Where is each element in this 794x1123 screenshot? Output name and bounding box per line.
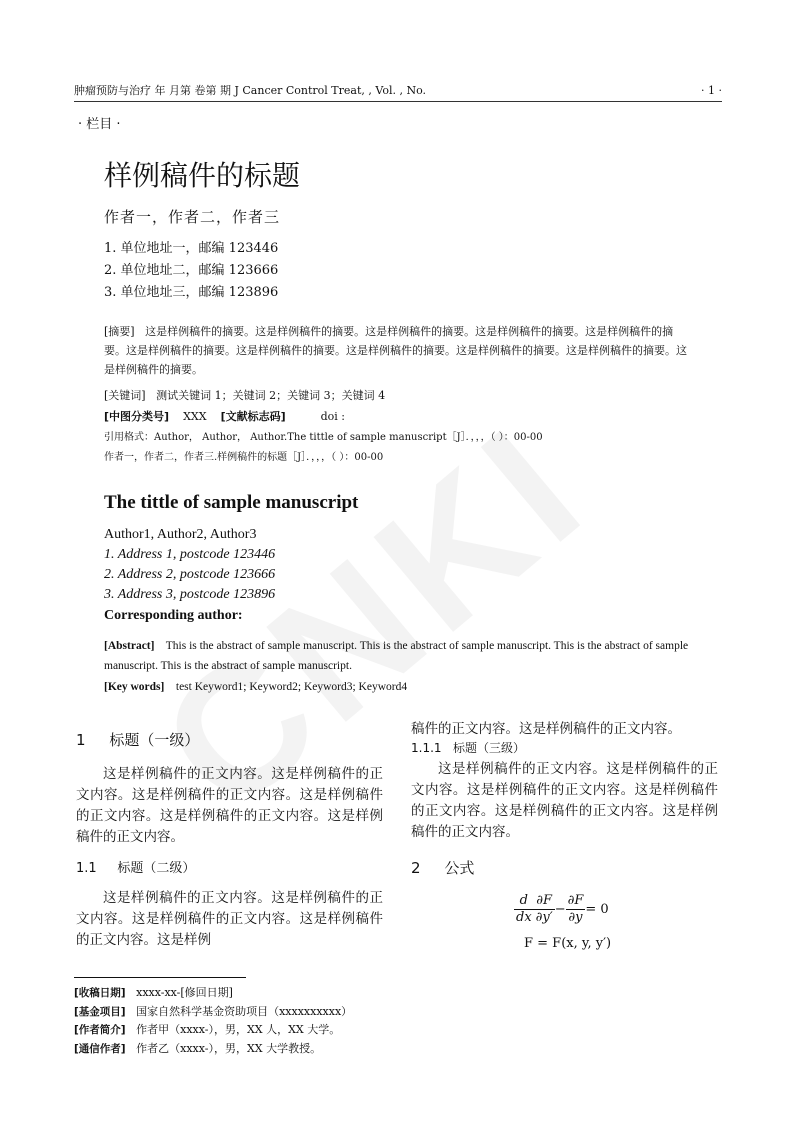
fraction-denominator: dx	[516, 910, 532, 925]
english-abstract-text: This is the abstract of sample manuscript. This is the abstract of sample manuscript. This is the abstract of sample manuscript. This is the abstract of sample manuscript.	[104, 640, 689, 672]
footnote-label: [基金项目]	[74, 1006, 126, 1018]
column-tag: · 栏目 ·	[78, 117, 121, 132]
citation-cn: 作者一，作者二，作者三.样例稿件的标题［J］．，，，（ ）：00-00	[104, 452, 384, 463]
footnote-received	[74, 986, 233, 1000]
footnote-text: xxxx-xx-[修回日期]	[136, 986, 233, 999]
english-address-3: 3. Address 3, postcode 123896	[104, 587, 276, 602]
english-address-2: 2. Address 2, postcode 123666	[104, 567, 276, 582]
english-keywords	[104, 679, 407, 695]
doi-label: doi :	[320, 410, 345, 423]
abstract-text: 这是样例稿件的摘要。这是样例稿件的摘要。这是样例稿件的摘要。这是样例稿件的摘要。这是样例稿件的摘要。这是样例稿件的摘要。这是样例稿件的摘要。这是样例稿件的摘要。这是样例稿件的摘要。这是样例稿件的摘要。这是样例稿件的摘要。	[104, 325, 687, 376]
paper-title: 样例稿件的标题	[104, 159, 301, 192]
section-1-1-1-title: 标题（三级）	[453, 741, 526, 755]
doc-code-label: [文献标志码]	[220, 410, 286, 423]
classification-label: [中图分类号]	[104, 410, 170, 423]
keywords-label: [关键词]	[104, 389, 146, 402]
fraction-numerator: ∂F	[567, 893, 584, 908]
section-1-1-1-heading	[411, 740, 525, 756]
section-1-paragraph: 这是样例稿件的正文内容。这是样例稿件的正文内容。这是样例稿件的正文内容。这是样例稿件的正文内容。这是样例稿件的正文内容。这是样例稿件的正文内容。	[76, 766, 383, 845]
footnote-author-bio	[74, 1023, 340, 1037]
section-2-title: 公式	[444, 859, 475, 877]
formula-euler-lagrange	[514, 893, 609, 926]
author-list: 作者一，作者二，作者三	[104, 208, 281, 226]
footnote-text: 国家自然科学基金资助项目（xxxxxxxxxx）	[136, 1005, 353, 1018]
keywords-cn	[104, 386, 694, 405]
section-1-1-continuation: 稿件的正文内容。这是样例稿件的正文内容。	[411, 721, 681, 737]
running-header: 肿瘤预防与治疗 年 月第 卷第 期 J Cancer Control Treat, , Vol. , No.	[74, 84, 426, 97]
abstract-label: [摘要]	[104, 325, 135, 338]
minus-sign: −	[554, 902, 566, 917]
footnote-label: [收稿日期]	[74, 987, 126, 999]
english-address-1: 1. Address 1, postcode 123446	[104, 547, 276, 562]
equals-zero: = 0	[585, 902, 609, 917]
fraction-denominator: ∂y′	[535, 910, 553, 925]
fraction-d-dx	[514, 893, 534, 926]
classification-line	[104, 407, 694, 426]
section-1-title: 标题（一级）	[109, 731, 200, 749]
footnote-label: [通信作者]	[74, 1043, 126, 1055]
section-1-1-1-number: 1.1.1	[411, 741, 442, 755]
english-keywords-text: test Keyword1; Keyword2; Keyword3; Keyword4	[175, 681, 408, 693]
footnote-funding	[74, 1005, 352, 1019]
footnote-label: [作者简介]	[74, 1024, 126, 1036]
section-1-1-paragraph: 这是样例稿件的正文内容。这是样例稿件的正文内容。这是样例稿件的正文内容。这是样例稿件的正文内容。这是样例	[76, 890, 383, 948]
section-2-heading	[411, 858, 474, 878]
address-1: 1. 单位地址一，邮编 123446	[104, 241, 279, 256]
english-title: The tittle of sample manuscript	[104, 492, 359, 513]
section-1-1-1-paragraph: 这是样例稿件的正文内容。这是样例稿件的正文内容。这是样例稿件的正文内容。这是样例稿件的正文内容。这是样例稿件的正文内容。这是样例稿件的正文内容。	[411, 761, 718, 840]
fraction-dF-dyprime	[534, 893, 555, 926]
fraction-dF-dy	[566, 893, 586, 926]
address-3: 3. 单位地址三，邮编 123896	[104, 285, 279, 300]
corresponding-author: Corresponding author:	[104, 608, 243, 623]
english-abstract-label: [Abstract]	[104, 640, 155, 652]
section-1-heading	[76, 730, 199, 750]
fraction-denominator: ∂y	[568, 910, 583, 925]
english-authors: Author1, Author2, Author3	[104, 527, 257, 542]
header-rule	[74, 101, 722, 102]
footnote-text: 作者乙（xxxx-），男，XX 大学教授。	[136, 1042, 322, 1055]
section-1-number: 1	[76, 731, 86, 749]
classification-value: XXX	[183, 410, 207, 423]
citation-en: 引用格式：Author， Author， Author.The tittle of sample manuscript［J］．，，，（ ）：00-00	[104, 432, 543, 443]
footnote-corresponding	[74, 1042, 321, 1056]
section-1-1-number: 1.1	[76, 861, 97, 876]
formula-functional: F = F(x, y, y′)	[524, 936, 612, 951]
section-1-1-heading	[76, 860, 195, 878]
footnote-text: 作者甲（xxxx-），男，XX 人，XX 大学。	[136, 1023, 341, 1036]
fraction-numerator: d	[514, 893, 534, 910]
keywords-text: 测试关键词 1；关键词 2；关键词 3；关键词 4	[156, 389, 386, 402]
section-2-number: 2	[411, 859, 421, 877]
english-abstract	[104, 636, 699, 676]
fraction-numerator: ∂F	[534, 893, 555, 910]
english-keywords-label: [Key words]	[104, 681, 165, 693]
page-number: · 1 ·	[701, 84, 722, 97]
abstract-cn	[104, 322, 694, 379]
section-1-1-title: 标题（二级）	[117, 861, 196, 876]
footnote-rule	[74, 977, 246, 978]
address-2: 2. 单位地址二，邮编 123666	[104, 263, 279, 278]
